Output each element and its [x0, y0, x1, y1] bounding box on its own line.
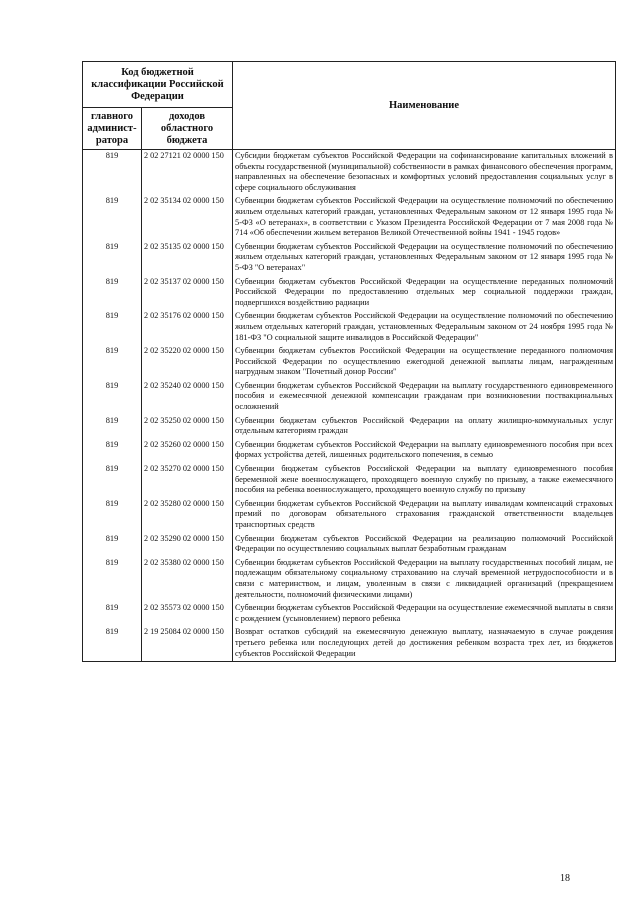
table-row	[83, 626, 616, 661]
income-code-cell: 2 02 35260 02 0000 150	[142, 439, 233, 463]
name-cell: Субвенции бюджетам субъектов Российской Федерации на выплату государственного единовременного пособия и ежемесячной денежной компенсации гражданам при возникновении поствакцинальных осложнений	[233, 380, 616, 415]
admin-code-cell: 819	[83, 626, 142, 661]
table-row	[83, 276, 616, 311]
admin-code-cell: 819	[83, 276, 142, 311]
admin-code-cell: 819	[83, 498, 142, 533]
table-row	[83, 195, 616, 240]
name-cell: Субвенции бюджетам субъектов Российской Федерации на реализацию полномочий Российской Федерации по осуществлению социальных выплат безработным гражданам	[233, 533, 616, 557]
income-code-cell: 2 02 35240 02 0000 150	[142, 380, 233, 415]
table-row	[83, 241, 616, 276]
admin-code-cell: 819	[83, 557, 142, 602]
name-header: Наименование	[233, 62, 616, 150]
income-code-cell: 2 02 35176 02 0000 150	[142, 310, 233, 345]
name-cell: Субвенции бюджетам субъектов Российской Федерации на осуществление полномочий по обеспечению жильем отдельных категорий граждан, установленных Федеральным законом от 12 января 1995 года № 5-ФЗ «О ветеранах», в соответствии с Указом Президента Российской Федерации от 7 мая 2008 года № 714 «Об обеспечении жильем ветеранов Великой Отечественной войны 1941 - 1945 годов»	[233, 195, 616, 240]
name-cell: Субвенции бюджетам субъектов Российской Федерации на выплату единовременного пособия при всех формах устройства детей, лишенных родительского попечения, в семью	[233, 439, 616, 463]
admin-code-cell: 819	[83, 195, 142, 240]
name-cell: Субсидии бюджетам субъектов Российской Федерации на софинансирование капитальных вложений в объекты государственной (муниципальной) собственности в рамках финансового обеспечения программ, направленных на обеспечение безопасных и комфортных условий предоставления социальных услуг в сфере социального обслуживания	[233, 150, 616, 196]
income-header: доходов областного бюджета	[142, 108, 233, 150]
table-row	[83, 310, 616, 345]
table-row	[83, 150, 616, 196]
admin-code-cell: 819	[83, 241, 142, 276]
budget-codes-table	[82, 61, 616, 662]
income-code-cell: 2 02 35137 02 0000 150	[142, 276, 233, 311]
page-number: 18	[560, 873, 570, 884]
table-row	[83, 345, 616, 380]
admin-code-cell: 819	[83, 415, 142, 439]
name-cell: Возврат остатков субсидий на ежемесячную денежную выплату, назначаемую в случае рождения третьего ребенка или последующих детей до достижения ребенком возраста трех лет, из бюджетов субъектов Российской Федерации	[233, 626, 616, 661]
income-code-cell: 2 02 35220 02 0000 150	[142, 345, 233, 380]
income-code-cell: 2 02 35280 02 0000 150	[142, 498, 233, 533]
admin-header: главного админист-ратора	[83, 108, 142, 150]
name-cell: Субвенции бюджетам субъектов Российской Федерации на осуществление переданных полномочий Российской Федерации по предоставлению отдельных мер социальной поддержки граждан, подвергшихся воздействию радиации	[233, 276, 616, 311]
income-code-cell: 2 02 35573 02 0000 150	[142, 602, 233, 626]
table-row	[83, 533, 616, 557]
name-cell: Субвенции бюджетам субъектов Российской Федерации на осуществление полномочий по обеспечению жильем отдельных категорий граждан, установленных Федеральным законом от 24 ноября 1995 года № 181-ФЗ "О социальной защите инвалидов в Российской Федерации"	[233, 310, 616, 345]
income-code-cell: 2 02 35134 02 0000 150	[142, 195, 233, 240]
table-row	[83, 498, 616, 533]
income-code-cell: 2 02 35250 02 0000 150	[142, 415, 233, 439]
admin-code-cell: 819	[83, 463, 142, 498]
income-code-cell: 2 02 35380 02 0000 150	[142, 557, 233, 602]
admin-code-cell: 819	[83, 150, 142, 196]
name-cell: Субвенции бюджетам субъектов Российской Федерации на выплату единовременного пособия беременной жене военнослужащего, проходящего военную службу по призыву, а также ежемесячного пособия на ребенка военнослужащего, проходящего военную службу по призыву	[233, 463, 616, 498]
table-row	[83, 602, 616, 626]
table-row	[83, 557, 616, 602]
table-body	[83, 150, 616, 662]
table-row	[83, 415, 616, 439]
name-cell: Субвенции бюджетам субъектов Российской Федерации на осуществление ежемесячной выплаты в связи с рождением (усыновлением) первого ребенка	[233, 602, 616, 626]
admin-code-cell: 819	[83, 439, 142, 463]
name-cell: Субвенции бюджетам субъектов Российской Федерации на оплату жилищно-коммунальных услуг отдельным категориям граждан	[233, 415, 616, 439]
table-row	[83, 439, 616, 463]
admin-code-cell: 819	[83, 345, 142, 380]
admin-code-cell: 819	[83, 533, 142, 557]
income-code-cell: 2 02 27121 02 0000 150	[142, 150, 233, 196]
name-cell: Субвенции бюджетам субъектов Российской Федерации на осуществление полномочий по обеспечению жильем отдельных категорий граждан, установленных Федеральным законом от 12 января 1995 года № 5-ФЗ "О ветеранах"	[233, 241, 616, 276]
name-cell: Субвенции бюджетам субъектов Российской Федерации на выплату государственных пособий лицам, не подлежащим обязательному социальному страхованию на случай временной нетрудоспособности и в связи с материнством, и лицам, уволенным в связи с ликвидацией организаций (прекращением деятельности, полномочий физическими лицами)	[233, 557, 616, 602]
kbk-header: Код бюджетной классификации Российской Федерации	[83, 62, 233, 108]
table-row	[83, 463, 616, 498]
income-code-cell: 2 19 25084 02 0000 150	[142, 626, 233, 661]
income-code-cell: 2 02 35270 02 0000 150	[142, 463, 233, 498]
table-row	[83, 380, 616, 415]
admin-code-cell: 819	[83, 380, 142, 415]
income-code-cell: 2 02 35135 02 0000 150	[142, 241, 233, 276]
admin-code-cell: 819	[83, 602, 142, 626]
income-code-cell: 2 02 35290 02 0000 150	[142, 533, 233, 557]
admin-code-cell: 819	[83, 310, 142, 345]
name-cell: Субвенции бюджетам субъектов Российской Федерации на выплату инвалидам компенсаций страховых премий по договорам обязательного страхования гражданской ответственности владельцев транспортных средств	[233, 498, 616, 533]
name-cell: Субвенции бюджетам субъектов Российской Федерации на осуществление переданного полномочия Российской Федерации по осуществлению ежегодной денежной выплаты лицам, награжденным нагрудным знаком "Почетный донор России"	[233, 345, 616, 380]
